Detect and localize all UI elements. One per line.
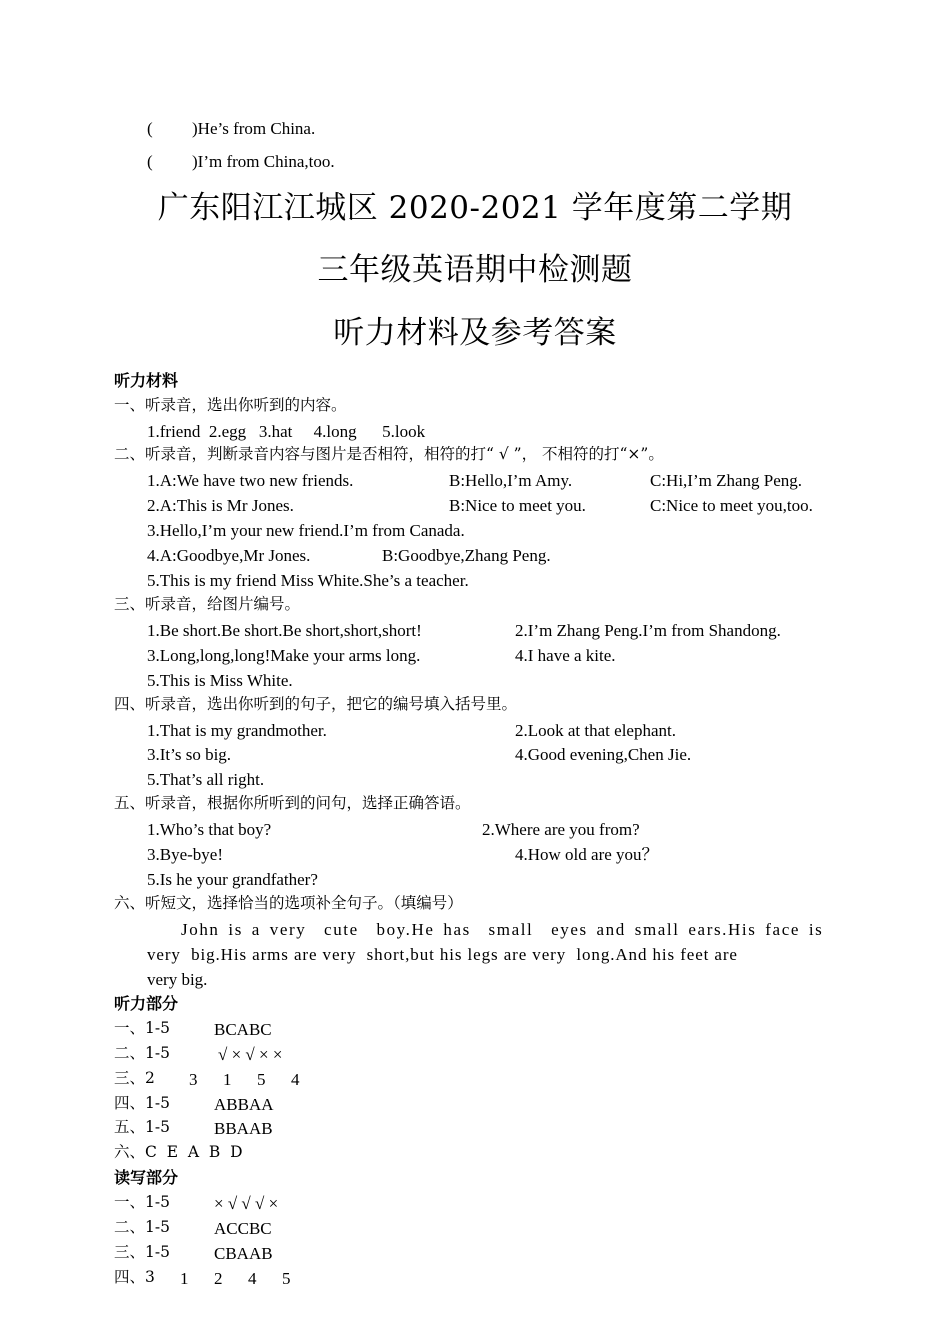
answer-number: 三、2 bbox=[114, 1069, 155, 1087]
document-title: 广东阳江江城区 2020-2021 学年度第二学期 bbox=[157, 190, 793, 226]
material-cell: 1.Be short.Be short.Be short,short,short! bbox=[147, 621, 422, 640]
section-title: 三、听录音，给图片编号。 bbox=[114, 595, 301, 613]
answer-item bbox=[147, 119, 547, 139]
material-cell: 3.Long,long,long!Make your arms long. bbox=[147, 646, 421, 665]
material-cell: B:Hello,I’m Amy. bbox=[449, 471, 573, 490]
material-cell: 1.Who’s that boy? bbox=[147, 820, 272, 839]
answer-value: CBAAB bbox=[214, 1244, 273, 1263]
paragraph-line: John is a very cute boy.He has small eyes and small ears.His face is bbox=[181, 920, 824, 939]
material-cell: 2.Where are you from? bbox=[482, 820, 640, 839]
answer-number: 四、3 bbox=[114, 1268, 155, 1286]
answers-heading-listening: 听力部分 bbox=[114, 994, 179, 1013]
answer-value: ACCBC bbox=[214, 1219, 272, 1238]
answer-value: × √ √ √ × bbox=[214, 1194, 279, 1213]
answer-item bbox=[147, 152, 547, 172]
material-cell: 4.A:Goodbye,Mr Jones. bbox=[147, 546, 311, 565]
material-cell: 1.A:We have two new friends. bbox=[147, 471, 354, 490]
material-cell: C:Nice to meet you,too. bbox=[650, 496, 813, 515]
answer-number: 一、1-5 bbox=[114, 1193, 170, 1211]
material-cell: 4.I have a kite. bbox=[515, 646, 616, 665]
answer-value: BCABC bbox=[214, 1020, 272, 1039]
paragraph-line: very big. bbox=[147, 970, 208, 989]
material-cell: 3.Bye-bye! bbox=[147, 845, 224, 864]
document-subtitle-2: 听力材料及参考答案 bbox=[333, 315, 617, 351]
answer-number: 二、1-5 bbox=[114, 1044, 170, 1062]
answer-paren: ( bbox=[147, 152, 153, 171]
answer-number: 二、1-5 bbox=[114, 1218, 170, 1236]
material-line: 5.That’s all right. bbox=[147, 770, 265, 789]
answer-value: ABBAA bbox=[214, 1095, 274, 1114]
answer-text: )He’s from China. bbox=[192, 119, 316, 138]
answer-value: 1 2 4 5 bbox=[180, 1269, 291, 1288]
material-line: 1.friend 2.egg 3.hat 4.long 5.look bbox=[147, 422, 426, 441]
material-cell: 4.How old are you？ bbox=[515, 845, 659, 864]
section-title: 四、听录音，选出你听到的句子，把它的编号填入括号里。 bbox=[114, 695, 518, 713]
section-title: 一、听录音，选出你听到的内容。 bbox=[114, 396, 347, 414]
answer-number: 五、1-5 bbox=[114, 1118, 170, 1136]
material-cell: 2.I’m Zhang Peng.I’m from Shandong. bbox=[515, 621, 781, 640]
answer-value: √ × √ × × bbox=[218, 1045, 283, 1064]
answer-number: 三、1-5 bbox=[114, 1243, 170, 1261]
material-cell: 3.It’s so big. bbox=[147, 745, 232, 764]
material-line: 5.This is Miss White. bbox=[147, 671, 293, 690]
answer-text: )I’m from China,too. bbox=[192, 152, 335, 171]
material-cell: 4.Good evening,Chen Jie. bbox=[515, 745, 692, 764]
material-line: 5.This is my friend Miss White.She’s a teacher. bbox=[147, 571, 469, 590]
material-cell: B:Goodbye,Zhang Peng. bbox=[382, 546, 551, 565]
answer-value: 3 1 5 4 bbox=[189, 1070, 300, 1089]
document-subtitle: 三年级英语期中检测题 bbox=[317, 252, 633, 288]
answer-paren: ( bbox=[147, 119, 153, 138]
material-line: 5.Is he your grandfather? bbox=[147, 870, 318, 889]
section-title: 二、听录音，判断录音内容与图片是否相符，相符的打“ √ ”， 不相符的打“×”。 bbox=[114, 445, 664, 463]
answer-number: 四、1-5 bbox=[114, 1094, 170, 1112]
material-line: 3.Hello,I’m your new friend.I’m from Canada. bbox=[147, 521, 465, 540]
material-cell: 2.Look at that elephant. bbox=[515, 721, 676, 740]
material-cell: 1.That is my grandmother. bbox=[147, 721, 327, 740]
answers-heading-reading-writing: 读写部分 bbox=[114, 1168, 179, 1187]
material-cell: C:Hi,I’m Zhang Peng. bbox=[650, 471, 803, 490]
answer-number: 六、C E A B D bbox=[114, 1143, 243, 1161]
section-title: 六、听短文，选择恰当的选项补全句子。（填编号） bbox=[114, 894, 463, 912]
section-heading: 听力材料 bbox=[114, 371, 179, 390]
material-cell: B:Nice to meet you. bbox=[449, 496, 586, 515]
answer-value: BBAAB bbox=[214, 1119, 273, 1138]
material-cell: 2.A:This is Mr Jones. bbox=[147, 496, 294, 515]
section-title: 五、听录音，根据你所听到的问句，选择正确答语。 bbox=[114, 794, 471, 812]
answer-number: 一、1-5 bbox=[114, 1019, 170, 1037]
paragraph-line: very big.His arms are very short,but his legs are very long.And his feet are bbox=[147, 945, 738, 964]
